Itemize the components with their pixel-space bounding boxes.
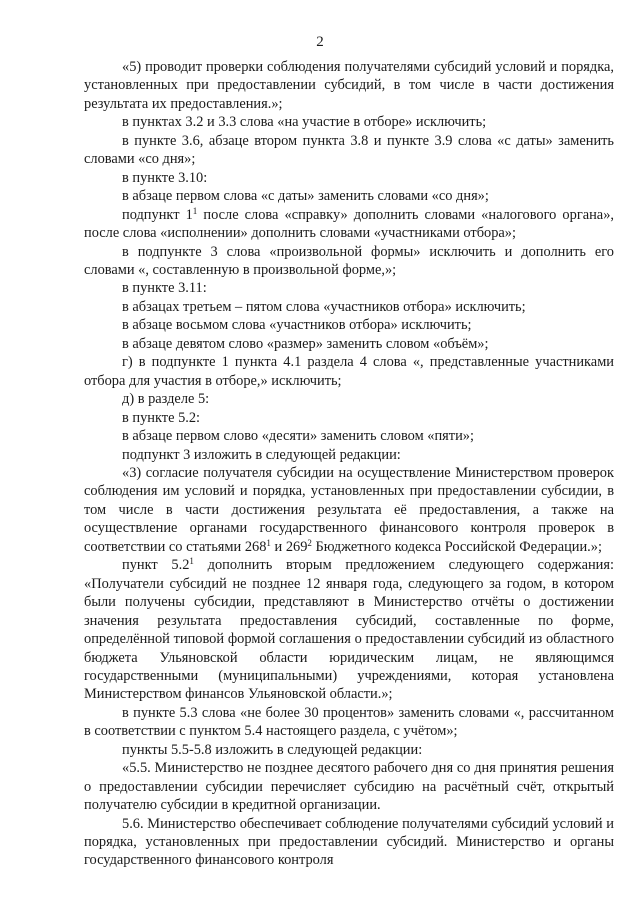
paragraph: подпункт 3 изложить в следующей редакции:	[122, 446, 401, 463]
paragraph: в пункте 5.3 слова «не более 30 процентов» заменить словами «, рассчитанном в соответствии с пунктом 5.4 настоящего раздела, с учётом»;	[84, 704, 614, 740]
paragraph: в подпункте 3 слова «произвольной формы» исключить и дополнить его словами «, составленную в произвольной форме,»;	[84, 243, 614, 278]
paragraph: «5.5. Министерство не позднее десятого рабочего дня со дня принятия решения о предоставлении субсидии перечисляет субсидию на расчётный счёт, открытый получателю субсидии в кредитной организации.	[84, 760, 614, 814]
superscript: 1	[189, 556, 194, 567]
superscript: 1	[192, 205, 198, 216]
paragraph: в пункте 3.6, абзаце втором пункта 3.8 и пункте 3.9 слова «с даты» заменить словами «со дня»;	[84, 132, 614, 168]
paragraph: в абзаце восьмом слова «участников отбора» исключить;	[122, 317, 472, 334]
page-number: 2	[316, 34, 324, 50]
superscript: 2	[307, 537, 312, 548]
paragraph: пункт $5.2^1$ дополнить вторым предложением следующего содержания: «Получатели субсидий не позднее 12 января года, следующего за годом, в котором были получены субсидии, представляют в Министерство отчёты о достижении значения результата предоставления субсидий, составленные по форме, определённой типовой формой соглашения о предоставлении субсидий из областного бюджета Ульяновской области юридическим лицам, не являющимся государственными (муниципальными) учреждениями, которая установлена Министерством финансов Ульяновской области.»;	[84, 556, 615, 703]
paragraph: в абзаце девятом слово «размер» заменить словом «объём»;	[122, 335, 489, 352]
paragraph: в пункте 3.11:	[122, 280, 207, 297]
paragraph: г) в подпункте 1 пункта 4.1 раздела 4 слова «, представленные участниками отбора для участия в отборе,» исключить;	[84, 354, 614, 389]
paragraph: в пунктах 3.2 и 3.3 слова «на участие в отборе» исключить;	[122, 114, 487, 131]
paragraph: в пункте 5.2:	[122, 409, 201, 426]
paragraph: в абзацах третьем – пятом слова «участников отбора» исключить;	[122, 298, 526, 315]
paragraph: «5) проводит проверки соблюдения получателями субсидий условий и порядка, установленных при предоставлении субсидий, в том числе в части достижения результата их предоставления.»;	[84, 59, 614, 112]
document-body	[84, 58, 614, 870]
paragraph: в абзаце первом слова «с даты» заменить словами «со дня»;	[122, 188, 489, 205]
paragraph: в абзаце первом слово «десяти» заменить словом «пяти»;	[122, 428, 474, 445]
superscript: 1	[266, 537, 271, 548]
paragraph: подпункт $1^1$ после слова «справку» дополнить словами «налогового органа», после слова «исполнении» дополнить словами «участниками отбора»;	[84, 205, 614, 242]
paragraph: 5.6. Министерство обеспечивает соблюдение получателями субсидий условий и порядка, установленных при предоставлении субсидий. Министерство и органы государственного финансового контроля	[84, 815, 614, 869]
paragraph: д) в разделе 5:	[122, 391, 210, 408]
paragraph: «3) согласие получателя субсидии на осуществление Министерством проверок соблюдения им условий и порядка, установленных при предоставлении субсидии, в том числе в части достижения результата её предоставления, а также на осуществление органами государственного финансового контроля проверок в соответствии со статьями $268^1$ и $269^2$ Бюджетного кодекса Российской Федерации.»;	[84, 464, 614, 555]
paragraph: пункты 5.5-5.8 изложить в следующей редакции:	[122, 741, 423, 758]
paragraph: в пункте 3.10:	[122, 169, 208, 186]
